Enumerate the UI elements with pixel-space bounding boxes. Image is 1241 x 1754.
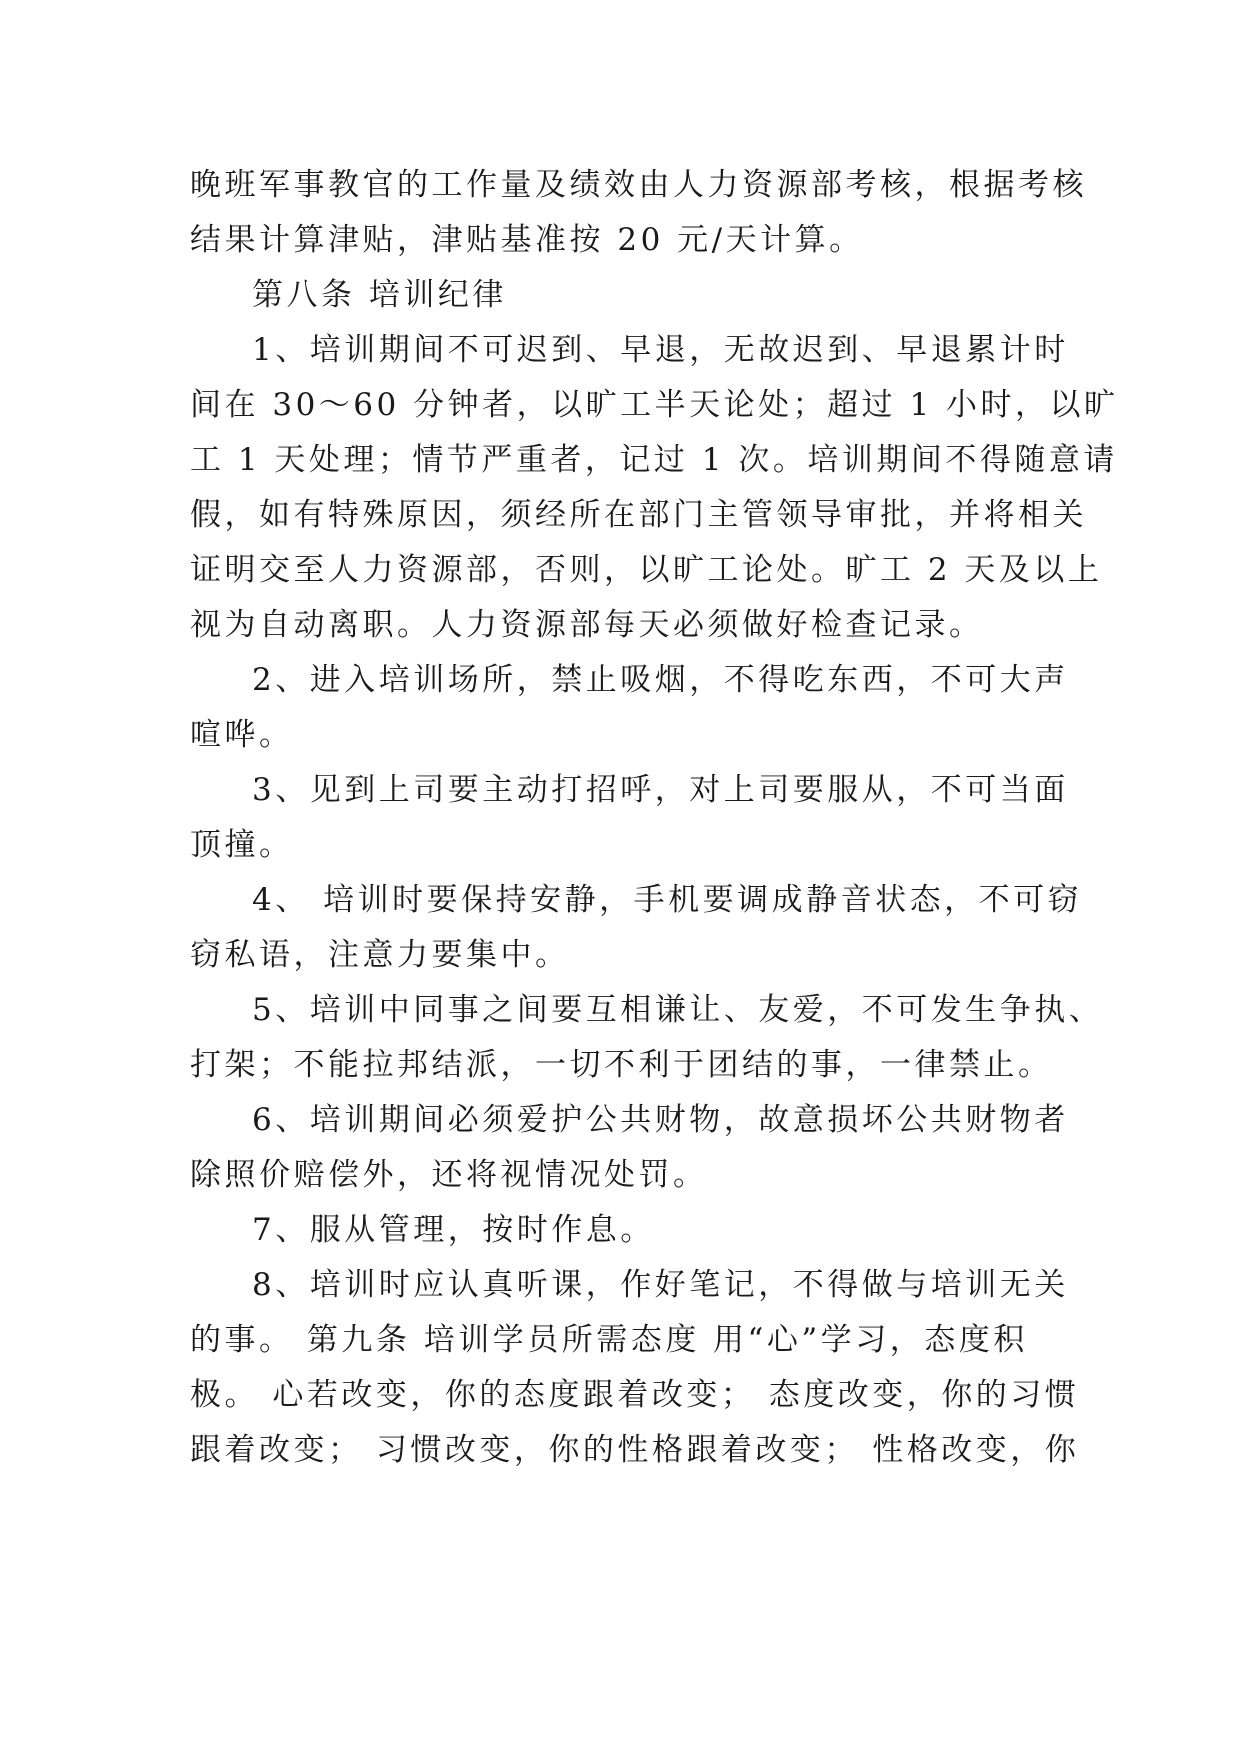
text-line: 工 1 天处理；情节严重者，记过 1 次。培训期间不得随意请 [190,442,1118,478]
document-body [190,158,1119,1478]
text-line: 顶撞。 [190,827,294,863]
text-line: 5、培训中同事之间要互相谦让、友爱，不可发生争执、 [252,992,1104,1028]
text-line: 视为自动离职。人力资源部每天必须做好检查记录。 [190,607,984,643]
text-line: 窃私语，注意力要集中。 [190,937,570,973]
text-line: 除照价赔偿外，还将视情况处罚。 [190,1157,708,1193]
text-line: 6、培训期间必须爱护公共财物，故意损坏公共财物者 [252,1102,1069,1138]
text-line: 跟着改变； 习惯改变，你的性格跟着改变； 性格改变，你 [190,1432,1080,1468]
text-line: 1、培训期间不可迟到、早退，无故迟到、早退累计时 [252,332,1069,368]
text-line: 喧哗。 [190,717,294,753]
text-line: 3、见到上司要主动打招呼，对上司要服从，不可当面 [252,772,1069,808]
text-line: 间在 30～60 分钟者，以旷工半天论处；超过 1 小时，以旷 [190,387,1119,423]
section-heading: 第八条 培训纪律 [252,277,507,313]
text-line: 结果计算津贴，津贴基准按 20 元/天计算。 [190,222,864,258]
text-line: 证明交至人力资源部，否则，以旷工论处。旷工 2 天及以上 [190,552,1103,588]
text-line: 7、服从管理，按时作息。 [252,1212,655,1248]
text-line: 打架；不能拉邦结派，一切不利于团结的事，一律禁止。 [190,1047,1053,1083]
text-line: 4、 培训时要保持安静，手机要调成静音状态，不可窃 [252,882,1083,918]
text-line: 2、进入培训场所，禁止吸烟，不得吃东西，不可大声 [252,662,1069,698]
text-line: 8、培训时应认真听课，作好笔记，不得做与培训无关 [252,1267,1069,1303]
text-line: 的事。 第九条 培训学员所需态度 用“心”学习，态度积 [190,1322,1028,1358]
text-line: 晚班军事教官的工作量及绩效由人力资源部考核，根据考核 [190,167,1087,203]
text-line: 假，如有特殊原因，须经所在部门主管领导审批，并将相关 [190,497,1087,533]
text-line: 极。 心若改变，你的态度跟着改变； 态度改变，你的习惯 [190,1377,1080,1413]
